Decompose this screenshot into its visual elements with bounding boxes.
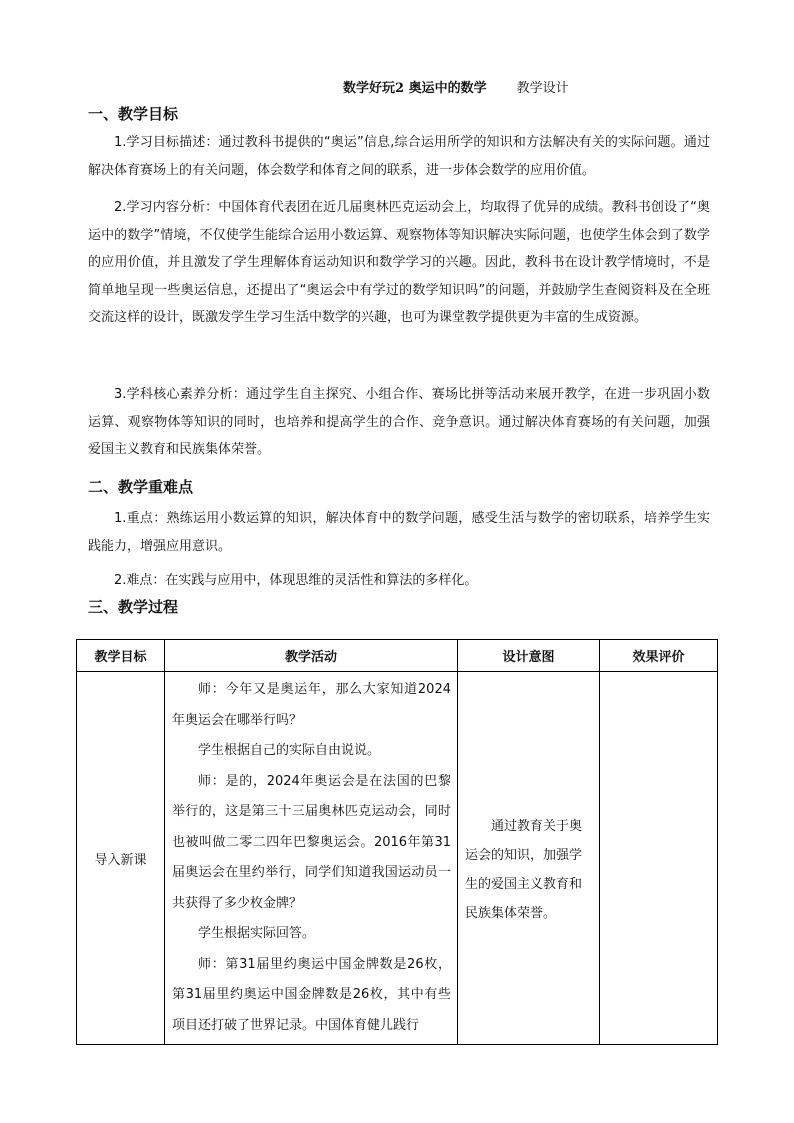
cell-intent [458,672,600,1045]
difficulty-paragraph: 2.难点：在实践与应用中，体现思维的灵活性和算法的多样化。 [114,573,478,588]
cell-activity [165,672,458,1045]
header-activity: 教学活动 [165,640,458,672]
activity-line: 师：是的，2024年奥运会是在法国的巴黎举行的，这是第三十三届奥林匹克运动会，同时也被叫做二零二四年巴黎奥运会。2016年第31届奥运会在里约举行，同学们知道我国运动员一共获得了多少枚金牌？ [172,773,451,911]
intent-text: 通过教育关于奥运会的知识，加强学生的爱国主义教育和民族集体荣誉。 [465,819,583,921]
header-evaluation: 效果评价 [600,640,718,672]
objective-paragraph-3: 3.学科核心素养分析：通过学生自主探究、小组合作、赛场比拼等活动来展开教学，在进一步巩固小数运算、观察物体等知识的同时，也培养和提高学生的合作、竞争意识。通过解决体育赛场的有关问题，加强爱国主义教育和民族集体荣誉。 [88,387,710,457]
lesson-title: 数学好玩2 奥运中的数学 [343,81,487,96]
activity-line: 学生根据自己的实际自由说说。 [198,743,381,758]
objective-paragraph-2: 2.学习内容分析：中国体育代表团在近几届奥林匹克运动会上，均取得了优异的成绩。教科书创设了“奥运中的数学”情境，不仅使学生能综合运用小数运算、观察物体等知识解决实际问题，也使学生体会到了数学的应用价值，并且激发了学生理解体育运动知识和数学学习的兴趣。因此，教科书在设计教学情境时，不是简单地呈现一些奥运信息，还提出了“奥运会中有学过的数学知识吗”的问题，并鼓励学生查阅资料及在全班交流这样的设计，既激发学生学习生活中数学的兴趣，也可为课堂教学提供更为丰富的生成资源。 [88,200,710,325]
activity-line: 师：第31届里约奥运中国金牌数是26枚，第31届里约奥运中国金牌数是26枚，其中有些项目还打破了世界记录。中国体育健儿践行 [172,956,451,1033]
table-header-row [77,640,718,672]
section-heading-objectives: 一、教学目标 [88,105,179,123]
page-title [343,77,569,96]
header-intent: 设计意图 [458,640,600,672]
teaching-process-table [76,639,718,1045]
activity-line: 师：今年又是奥运年，那么大家知道2024年奥运会在哪举行吗？ [172,682,451,728]
activity-line: 学生根据实际回答。 [198,926,316,941]
objective-paragraph-1: 1.学习目标描述：通过教科书提供的“奥运”信息,综合运用所学的知识和方法解决有关的实际问题。通过解决体育赛场上的有关问题，体会数学和体育之间的联系，进一步体会数学的应用价值。 [88,135,710,178]
cell-target: 导入新课 [77,672,165,1045]
cell-evaluation [600,672,718,1045]
header-target: 教学目标 [77,640,165,672]
title-suffix: 教学设计 [516,81,569,96]
table-row [77,672,718,1045]
section-heading-key-points: 二、教学重难点 [88,478,194,496]
key-point-paragraph: 1.重点：熟练运用小数运算的知识，解决体育中的数学问题，感受生活与数学的密切联系，培养学生实践能力，增强应用意识。 [88,511,710,554]
section-heading-process: 三、教学过程 [88,598,179,616]
